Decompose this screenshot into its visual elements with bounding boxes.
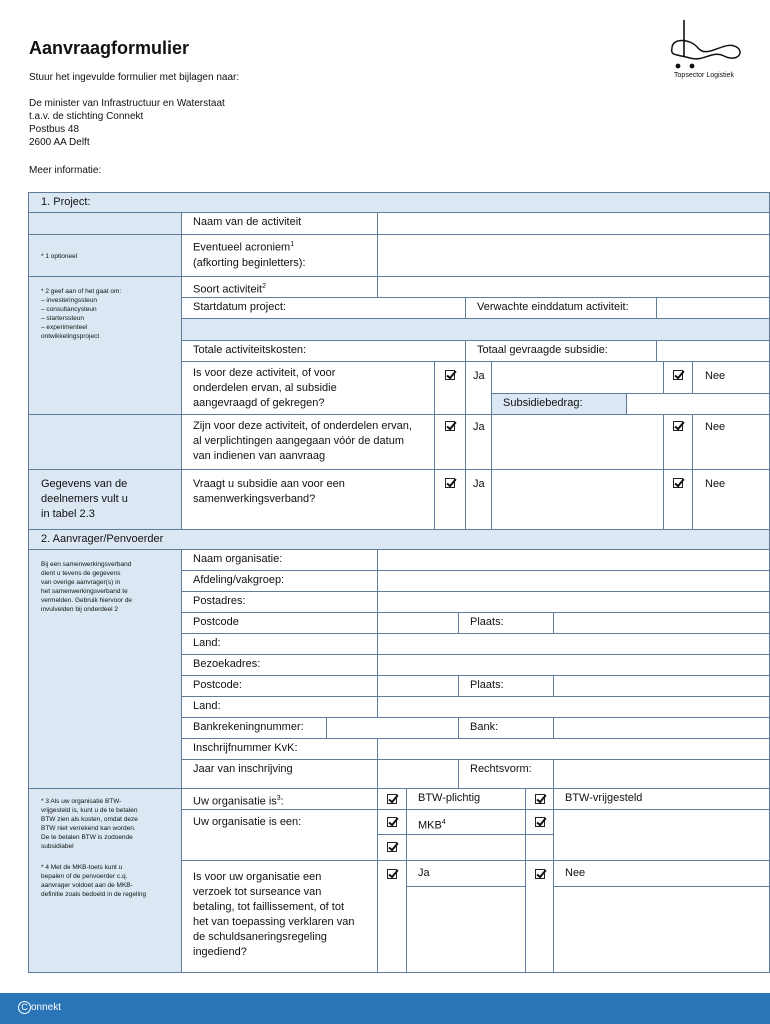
label-visit-address: Bezoekadres: xyxy=(181,654,378,676)
note-types-0: * 2 geef aan of het gaat om: xyxy=(41,288,122,295)
label-activity-name: Naam van de activiteit xyxy=(181,212,378,235)
activity-name-field[interactable] xyxy=(377,212,770,235)
label-org-is-a: Uw organisatie is een: xyxy=(181,809,378,861)
postal-address-field[interactable] xyxy=(377,591,770,613)
intro-text: Stuur het ingevulde formulier met bijlagen naar: xyxy=(29,72,240,83)
country-2-field[interactable] xyxy=(377,696,770,718)
checkbox-icon[interactable] xyxy=(387,869,397,879)
total-subsidy-field[interactable] xyxy=(656,340,770,362)
checkbox-icon[interactable] xyxy=(673,370,683,380)
q3-no-check-cell[interactable] xyxy=(663,469,693,530)
note-partners-5: invulvelden bij onderdeel 2 xyxy=(41,606,118,613)
label-postcode: Postcode xyxy=(181,612,378,634)
checkbox-icon[interactable] xyxy=(535,794,545,804)
q3-yes-label: Ja xyxy=(465,469,492,530)
label-total-costs: Totale activiteitskosten: xyxy=(193,344,307,356)
org-type-field-2[interactable] xyxy=(553,809,770,861)
bank-field[interactable] xyxy=(553,717,770,739)
checkbox-icon[interactable] xyxy=(387,794,397,804)
bank-account-field[interactable] xyxy=(326,717,459,739)
note-mkb-1: bepalen of de penvoerder c.q. xyxy=(41,873,128,880)
section-1-header xyxy=(28,192,770,213)
connekt-logo-icon: C xyxy=(18,1001,31,1014)
checkbox-icon[interactable] xyxy=(445,478,455,488)
side-deelnemers-1: deelnemers vult u xyxy=(41,493,128,505)
subsidy-amount-field[interactable] xyxy=(626,393,770,415)
surseance-yes-label: Ja xyxy=(406,860,526,887)
note-btw-5: subsidiabel xyxy=(41,843,74,850)
checkbox-icon[interactable] xyxy=(535,817,545,827)
q1-yes-check-cell[interactable] xyxy=(434,361,466,415)
surseance-yes-field[interactable] xyxy=(406,886,526,973)
label-bank-account: Bankrekeningnummer: xyxy=(181,717,327,739)
address-line-1: De minister van Infrastructuur en Waterstaat xyxy=(29,98,225,109)
q2-no-check-cell[interactable] xyxy=(663,414,693,470)
label-total-subsidy: Totaal gevraagde subsidie: xyxy=(465,340,657,362)
org-name-field[interactable] xyxy=(377,549,770,571)
note-types-4: – experimenteel xyxy=(41,324,88,331)
side-cell-types xyxy=(28,276,182,415)
note-optional: * 1 optioneel xyxy=(41,253,78,260)
section-2-header xyxy=(28,529,770,550)
postcode-field[interactable] xyxy=(377,612,459,634)
side-deelnemers-0: Gegevens van de xyxy=(41,478,128,490)
label-org-is: Uw organisatie $is^3$: xyxy=(181,788,378,810)
q2-yes-label: Ja xyxy=(465,414,492,470)
label-mkb: MKB$^4$ xyxy=(406,809,526,835)
checkbox-icon[interactable] xyxy=(445,370,455,380)
note-types-3: – starterssteun xyxy=(41,315,84,322)
surseance-no-label: Nee xyxy=(553,860,770,887)
label-btw-exempt: BTW-vrijgesteld xyxy=(553,788,770,810)
label-country: Land: xyxy=(181,633,378,655)
label-place: Plaats: xyxy=(458,612,554,634)
note-types-2: – consultancysteun xyxy=(41,306,97,313)
side-cell-4 xyxy=(28,414,182,470)
q1-yes-field[interactable] xyxy=(491,361,664,394)
section-2-title: 2. Aanvrager/Penvoerder xyxy=(41,533,164,545)
label-kvk: Inschrijfnummer KvK: xyxy=(181,738,378,760)
note-mkb-3: definitie zoals bedoeld in de regeling xyxy=(41,891,147,898)
more-info: Meer informatie: xyxy=(29,165,102,176)
question-partnership: Vraagt u subsidie aan voor een samenwerkingsverband? xyxy=(181,469,435,530)
note-partners-0: Bij een samenwerkingsverband xyxy=(41,561,132,568)
label-start-date: Startdatum project: xyxy=(193,301,286,313)
note-btw-0: * 3 Als uw organisatie BTW- xyxy=(41,798,122,805)
side-cell-partners xyxy=(28,549,182,789)
note-partners-1: dient u tevens de gegevens xyxy=(41,570,121,577)
label-activity-type: Soort activiteit$^2$ xyxy=(181,276,378,298)
checkbox-icon[interactable] xyxy=(535,869,545,879)
kvk-field[interactable] xyxy=(377,738,770,760)
footer-bar xyxy=(0,993,770,1024)
checkbox-icon[interactable] xyxy=(673,478,683,488)
label-legal-form: Rechtsvorm: xyxy=(458,759,554,789)
note-partners-4: vermelden. Gebruik hiervoor de xyxy=(41,597,133,604)
visit-address-field[interactable] xyxy=(377,654,770,676)
label-subsidy-amount: Subsidiebedrag: xyxy=(491,393,627,415)
place-2-field[interactable] xyxy=(553,675,770,697)
org-type-field-3[interactable] xyxy=(406,834,526,861)
q1-no-label: Nee xyxy=(692,361,770,394)
postcode-2-field[interactable] xyxy=(377,675,459,697)
side-cell-optional xyxy=(28,234,182,277)
note-partners-3: het samenwerkingsverband te xyxy=(41,588,128,595)
label-bank: Bank: xyxy=(458,717,554,739)
address-line-2: t.a.v. de stichting Connekt xyxy=(29,111,144,122)
activity-type-field[interactable] xyxy=(377,276,770,298)
btw-exempt-check-cell[interactable] xyxy=(525,788,554,810)
note-partners-2: van overige aanvrager(s) in xyxy=(41,579,121,586)
side-cell-notes xyxy=(28,788,182,973)
label-org-name: Naam organisatie: xyxy=(181,549,378,571)
btw-liable-check-cell[interactable] xyxy=(377,788,407,810)
side-cell-deelnemers xyxy=(28,469,182,530)
org-type-empty-cell xyxy=(525,834,554,861)
department-field[interactable] xyxy=(377,570,770,592)
label-country-2: Land: xyxy=(181,696,378,718)
note-mkb-0: * 4 Met de MKB-toets kunt u xyxy=(41,864,123,871)
org-type-check-cell-2[interactable] xyxy=(525,809,554,835)
start-date-field[interactable] xyxy=(181,297,466,319)
question-commitments: Zijn voor deze activiteit, of onderdelen ervan, al verplichtingen aangegaan vóór de datum van indienen van aanvraag xyxy=(181,414,435,470)
label-place-2: Plaats: xyxy=(458,675,554,697)
label-acronym: Eventueel acroniem$^1$ (afkorting beginletters): xyxy=(181,234,378,277)
org-type-check-cell-3[interactable] xyxy=(377,834,407,861)
label-reg-year: Jaar van inschrijving xyxy=(181,759,378,789)
connekt-logo: C onnekt xyxy=(18,1001,61,1014)
q2-no-label: Nee xyxy=(692,414,770,470)
label-btw-liable: BTW-plichtig xyxy=(406,788,526,810)
surseance-yes-check-cell[interactable] xyxy=(377,860,407,973)
acronym-field[interactable] xyxy=(377,234,770,277)
logo-caption: Topsector Logistiek xyxy=(674,72,734,79)
label-postcode-2: Postcode: xyxy=(181,675,378,697)
q3-no-label: Nee xyxy=(692,469,770,530)
legal-form-field[interactable] xyxy=(553,759,770,789)
note-btw-2: BTW zien als kosten, omdat deze xyxy=(41,816,138,823)
reg-year-field[interactable] xyxy=(377,759,459,789)
end-date-field[interactable] xyxy=(656,297,770,319)
note-types-1: – investeringssteun xyxy=(41,297,98,304)
spacer-row xyxy=(181,318,770,341)
address-line-4: 2600 AA Delft xyxy=(29,137,90,148)
place-field[interactable] xyxy=(553,612,770,634)
question-surseance: Is voor uw organisatie een verzoek tot surseance van betaling, tot faillissement, of tot het van toepassing verklaren van de schuldsaneringsregeling ingediend? xyxy=(181,860,378,973)
note-btw-1: vrijgesteld is, kunt u de te betalen xyxy=(41,807,138,814)
note-mkb-2: aanvrager voldoet aan de MKB- xyxy=(41,882,133,889)
checkbox-icon[interactable] xyxy=(673,421,683,431)
total-costs-field[interactable] xyxy=(181,340,466,362)
application-form xyxy=(28,192,770,973)
question-prior-subsidy: Is voor deze activiteit, of voor onderdelen ervan, al subsidie aangevraagd of gekregen? xyxy=(181,361,435,415)
q2-yes-check-cell[interactable] xyxy=(434,414,466,470)
surseance-no-field[interactable] xyxy=(553,886,770,973)
mkb-check-cell[interactable] xyxy=(377,809,407,835)
surseance-no-check-cell[interactable] xyxy=(525,860,554,973)
address-line-3: Postbus 48 xyxy=(29,124,80,135)
country-field[interactable] xyxy=(377,633,770,655)
label-postal-address: Postadres: xyxy=(181,591,378,613)
q2-yes-field[interactable] xyxy=(491,414,664,470)
q1-no-check-cell[interactable] xyxy=(663,361,693,394)
q3-yes-field[interactable] xyxy=(491,469,664,530)
checkbox-icon[interactable] xyxy=(445,421,455,431)
form-title: Aanvraagformulier xyxy=(29,38,190,58)
q1-yes-label: Ja xyxy=(465,361,492,415)
q3-yes-check-cell[interactable] xyxy=(434,469,466,530)
label-department: Afdeling/vakgroep: xyxy=(181,570,378,592)
side-deelnemers-2: in tabel 2.3 xyxy=(41,508,95,520)
note-btw-3: BTW niet verrekend kan worden. xyxy=(41,825,136,832)
checkbox-icon[interactable] xyxy=(387,842,397,852)
note-types-5: ontwikkelingsproject xyxy=(41,333,100,340)
note-btw-4: De te betalen BTW is zodoende xyxy=(41,834,133,841)
checkbox-icon[interactable] xyxy=(387,817,397,827)
section-1-title: 1. Project: xyxy=(41,196,91,208)
side-cell-1 xyxy=(28,212,182,235)
label-end-date: Verwachte einddatum activiteit: xyxy=(465,297,657,319)
